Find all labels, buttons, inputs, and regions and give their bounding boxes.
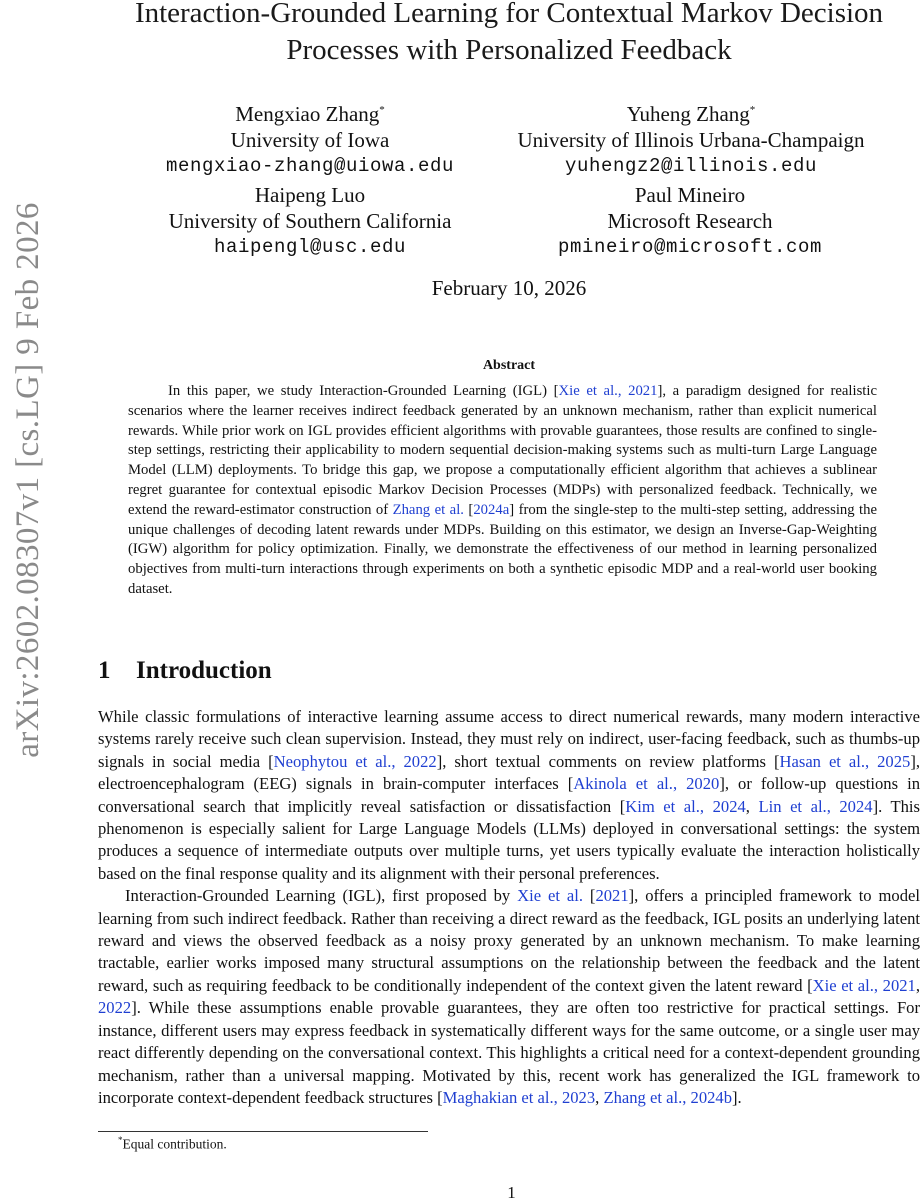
author-email[interactable]: haipengl@usc.edu [213, 236, 407, 258]
abstract-heading: Abstract [482, 358, 536, 373]
citation-link[interactable]: Neophytou et al., 2022 [273, 751, 437, 771]
arxiv-stamp: arXiv:2602.08307v1 [cs.LG] 9 Feb 2026 [10, 202, 46, 758]
citation-link[interactable]: Xie et al. [517, 886, 584, 906]
author-affiliation: Microsoft Research [607, 209, 773, 233]
citation-link[interactable]: Lin et al., 2024 [758, 796, 873, 816]
equal-contribution-mark: * [749, 104, 756, 116]
author-block [500, 97, 882, 179]
author-email[interactable]: yuhengz2@illinois.edu [564, 155, 818, 177]
section-number: 1 [98, 657, 111, 684]
footnote-text: Equal contribution. [122, 1136, 227, 1152]
footnote-mark: * [118, 1135, 123, 1145]
author-block [160, 97, 460, 179]
citation-link[interactable]: Kim et al., 2024 [625, 796, 746, 816]
citation-link[interactable]: Hasan et al., 2025 [779, 751, 911, 771]
paragraph: Interaction-Grounded Learning (IGL), first proposed by Xie et al. [2021], offers a principled framework to model learning from such indirect feedback. Rather than receiving a direct reward as the feedback, IGL posits an underlying latent reward and views the observed feedback as a noisy proxy generated by an unknown mechanism. To make learning tractable, earlier works imposed many structural assumptions on the relationship between the feedback and the latent reward, such as requiring feedback to be conditionally independent of the context given the latent reward [Xie et al., 2021, 2022]. While these assumptions enable provable guarantees, they are often too restrictive for practical settings. For instance, different users may express feedback in systematically different ways for the same outcome, or a single user may react differently depending on the conversational context. This highlights a critical need for a context-dependent grounding mechanism, rather than a universal mapping. Motivated by this, recent work has generalized the IGL framework to incorporate context-dependent feedback structures [Maghakian et al., 2023, Zhang et al., 2024b]. [98, 886, 920, 1107]
author-name: Haipeng Luo [254, 183, 366, 207]
author-affiliation: University of Illinois Urbana-Champaign [517, 128, 865, 152]
citation-link[interactable]: Xie et al., 2021 [812, 975, 916, 995]
author-name: Yuheng Zhang [626, 102, 750, 126]
author-affiliation: University of Southern California [168, 209, 452, 233]
citation-link[interactable]: 2022 [98, 998, 132, 1018]
citation-link[interactable]: Xie et al., 2021 [558, 383, 658, 399]
citation-link[interactable]: Maghakian et al., 2023 [442, 1087, 596, 1107]
author-name: Paul Mineiro [634, 183, 746, 207]
citation-link[interactable]: 2024a [473, 501, 510, 518]
author-email[interactable]: mengxiao-zhang@uiowa.edu [165, 155, 455, 177]
author-name: Mengxiao Zhang [235, 102, 380, 126]
author-block [520, 182, 860, 260]
citation-link[interactable]: Akinola et al., 2020 [573, 774, 720, 794]
citation-link[interactable]: Zhang et al. [392, 501, 464, 518]
footnote-divider [98, 1131, 428, 1132]
introduction-body [98, 706, 920, 1109]
author-affiliation: University of Iowa [230, 128, 390, 152]
section-title: Introduction [136, 657, 272, 684]
citation-link[interactable]: 2021 [595, 886, 629, 906]
footnote [118, 1135, 227, 1153]
section-heading [98, 657, 272, 685]
paper-title: Interaction-Grounded Learning for Contextual Markov Decision Processes with Personalized Feedback [134, 0, 884, 66]
paragraph: While classic formulations of interactive learning assume access to direct numerical rewards, many modern interactive systems rarely receive such clean supervision. Instead, they must rely on indirect, user-facing feedback, such as thumbs-up signals in social media [Neophytou et al., 2022], short textual comments on review platforms [Hasan et al., 2025], electroencephalogram (EEG) signals in brain-computer interfaces [Akinola et al., 2020], or follow-up questions in conversational search that implicitly reveal satisfaction or dissatisfaction [Kim et al., 2024, Lin et al., 2024]. This phenomenon is especially salient for Large Language Models (LLMs) deployed in conversational settings: the system produces a sequence of intermediate outputs over multiple turns, yet users typically evaluate the interaction holistically based on the final response quality and its alignment with their personal preferences. [98, 707, 920, 883]
equal-contribution-mark: * [379, 104, 385, 116]
abstract-text: In this paper, we study Interaction-Grounded Learning (IGL) [Xie et al., 2021], a paradigm designed for realistic scenarios where the learner receives indirect feedback generated by an unknown mechanism, rather than explicit numerical rewards. While prior work on IGL provides efficient algorithms with provable guarantees, those results are confined to single-step settings, restricting their applicability to modern sequential decision-making systems such as multi-turn Large Language Model (LLM) deployments. To bridge this gap, we propose a computationally efficient algorithm that achieves a sublinear regret guarantee for contextual episodic Markov Decision Processes (MDPs) with personalized feedback. Technically, we extend the reward-estimator construction of Zhang et al. [2024a] from the single-step to the multi-step setting, addressing the unique challenges of decoding latent rewards under MDPs. Building on this estimator, we design an Inverse-Gap-Weighting (IGW) algorithm for policy optimization. Finally, we demonstrate the effectiveness of our method in learning personalized objectives from multi-turn interactions through experiments on both a synthetic episodic MDP and a real-world user booking dataset. [128, 383, 877, 597]
citation-link[interactable]: Zhang et al., 2024b [603, 1087, 733, 1107]
paper-date: February 10, 2026 [431, 276, 587, 300]
author-block [150, 182, 470, 260]
page-number: 1 [507, 1183, 516, 1202]
author-email[interactable]: pmineiro@microsoft.com [557, 236, 823, 258]
